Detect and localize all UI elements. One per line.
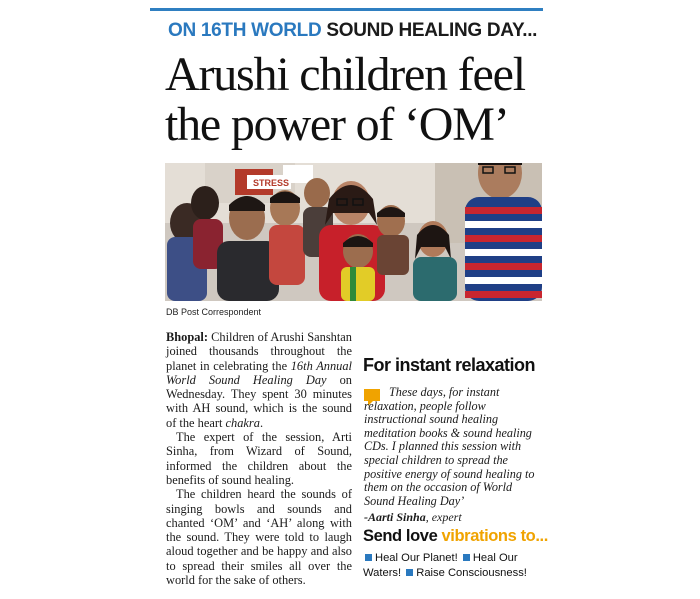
send-love-highlight: vibrations to... (441, 527, 548, 545)
article-text: Children of Arushi Sanshtan joined thousands throughout the planet in celebrating the (166, 330, 352, 373)
love-item-2: Heal Our Waters! (363, 552, 518, 579)
love-item-1: Heal Our Planet! (375, 552, 458, 564)
kicker-highlight: ON 16TH WORLD (168, 20, 322, 41)
send-love-lead: Send love (363, 527, 438, 545)
quote-author (364, 510, 462, 525)
kicker (168, 20, 537, 42)
headline-line1: Arushi children feel (165, 48, 525, 101)
article-paragraph-2: The expert of the session, Arti Sinha, from Wizard of Sound, informed the children about the benefits of sound healing. (166, 430, 352, 487)
news-photo (165, 163, 542, 301)
article-body (166, 330, 352, 587)
quote-text: relaxation, people follow instructional sound healing meditation books & sound healing CDs. I planned this session with special children to spread the positive energy of sound healing to them on the occasion of World Sound Healing Day’ (364, 398, 535, 508)
kicker-rest: SOUND HEALING DAY... (326, 20, 538, 41)
quote-lead: These days, for instant (389, 385, 500, 399)
author-name: -Aarti Sinha (364, 510, 426, 524)
send-love-list (363, 551, 548, 581)
bullet-square-icon (406, 569, 413, 576)
headline-line2: the power of ‘OM’ (165, 98, 509, 151)
sidebar-title: For instant relaxation (363, 355, 536, 375)
photo-credit: DB Post Correspondent (166, 307, 262, 317)
article-text: . (259, 415, 264, 430)
expert-quote (364, 386, 542, 508)
send-love-title (363, 527, 548, 546)
dateline: Bhopal: (166, 330, 209, 344)
article-paragraph-1 (166, 330, 352, 430)
bullet-square-icon (463, 554, 470, 561)
article-text: on Wednesday. They spent 30 minutes with AH sound, which is the sound of the heart (166, 372, 352, 430)
author-role: , expert (425, 510, 462, 524)
bullet-square-icon (365, 554, 372, 561)
striped-shirt (465, 197, 542, 301)
chakra-word: chakra (225, 415, 260, 430)
love-item-3: Raise Consciousness! (416, 567, 527, 579)
headline (165, 50, 545, 150)
event-name: 16th Annual World Sound Healing Day (166, 358, 352, 387)
photo-banner-text: STRESS (253, 178, 290, 188)
article-paragraph-3: The children heard the sounds of singing bowls and sounds and chanted ‘OM’ and ‘AH’ along with the sound. They were told to laugh aloud together and be happy and also to spread their smiles all over the world for the sake of others. (166, 487, 352, 588)
top-rule (150, 8, 543, 11)
